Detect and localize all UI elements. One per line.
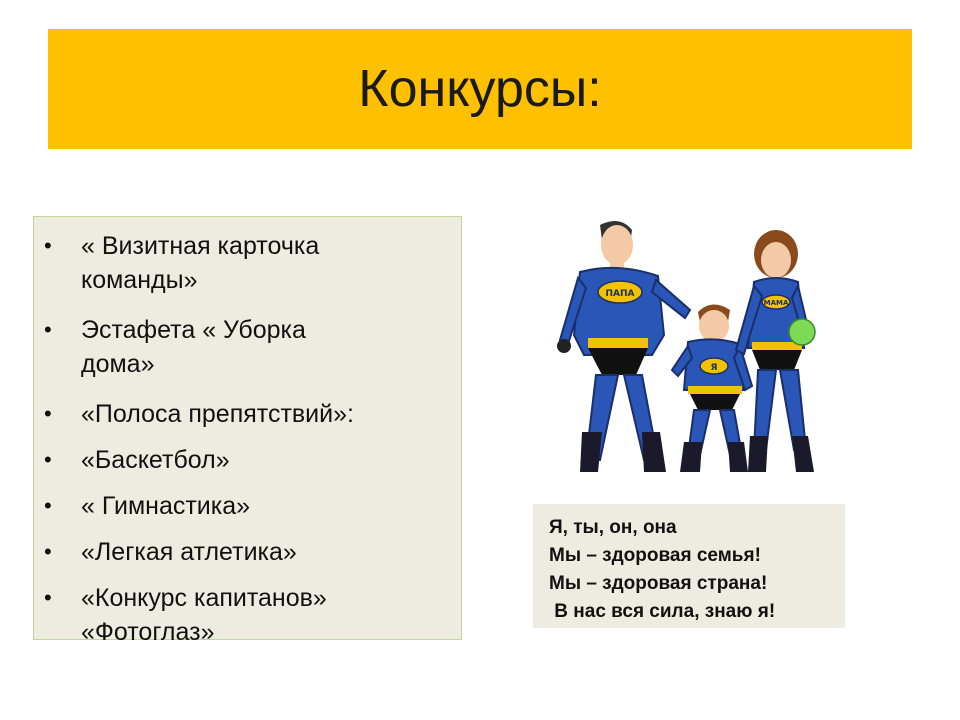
dad-badge-label: ПАПА [605,289,635,299]
contest-label: Эстафета « Уборка дома» [81,316,306,378]
contest-label: « Гимнастика» [81,492,251,520]
superhero-family-illustration [540,210,830,490]
mom-badge-label: МАМА [763,299,789,307]
contest-label: «Полоса препятствий»: [81,400,354,428]
bullet-icon: • [44,233,52,258]
bullet-icon: • [44,493,52,518]
bullet-icon: • [44,585,52,610]
contests-panel [33,216,462,646]
bullet-icon: • [44,401,52,426]
contest-label: «Легкая атлетика» [81,538,297,566]
contest-label: « Визитная карточка команды» [81,232,320,294]
slide-title: Конкурсы: [358,60,602,118]
motto-line: Я, ты, он, она [549,517,677,538]
bullet-icon: • [44,539,52,564]
mom-figure [736,230,815,472]
bullet-icon: • [44,317,52,342]
son-figure [672,304,752,472]
ball-icon [789,319,815,345]
contest-label: «Баскетбол» [81,446,230,474]
contest-label: «Конкурс капитанов» «Фотоглаз» [81,584,327,646]
motto-line: Мы – здоровая страна! [549,573,768,594]
motto-box [533,504,845,628]
bullet-icon: • [44,447,52,472]
son-badge-label: Я [710,363,718,373]
motto-line: В нас вся сила, знаю я! [549,601,776,622]
title-banner [48,29,912,149]
motto-line: Мы – здоровая семья! [549,545,761,566]
dad-figure [557,221,690,472]
